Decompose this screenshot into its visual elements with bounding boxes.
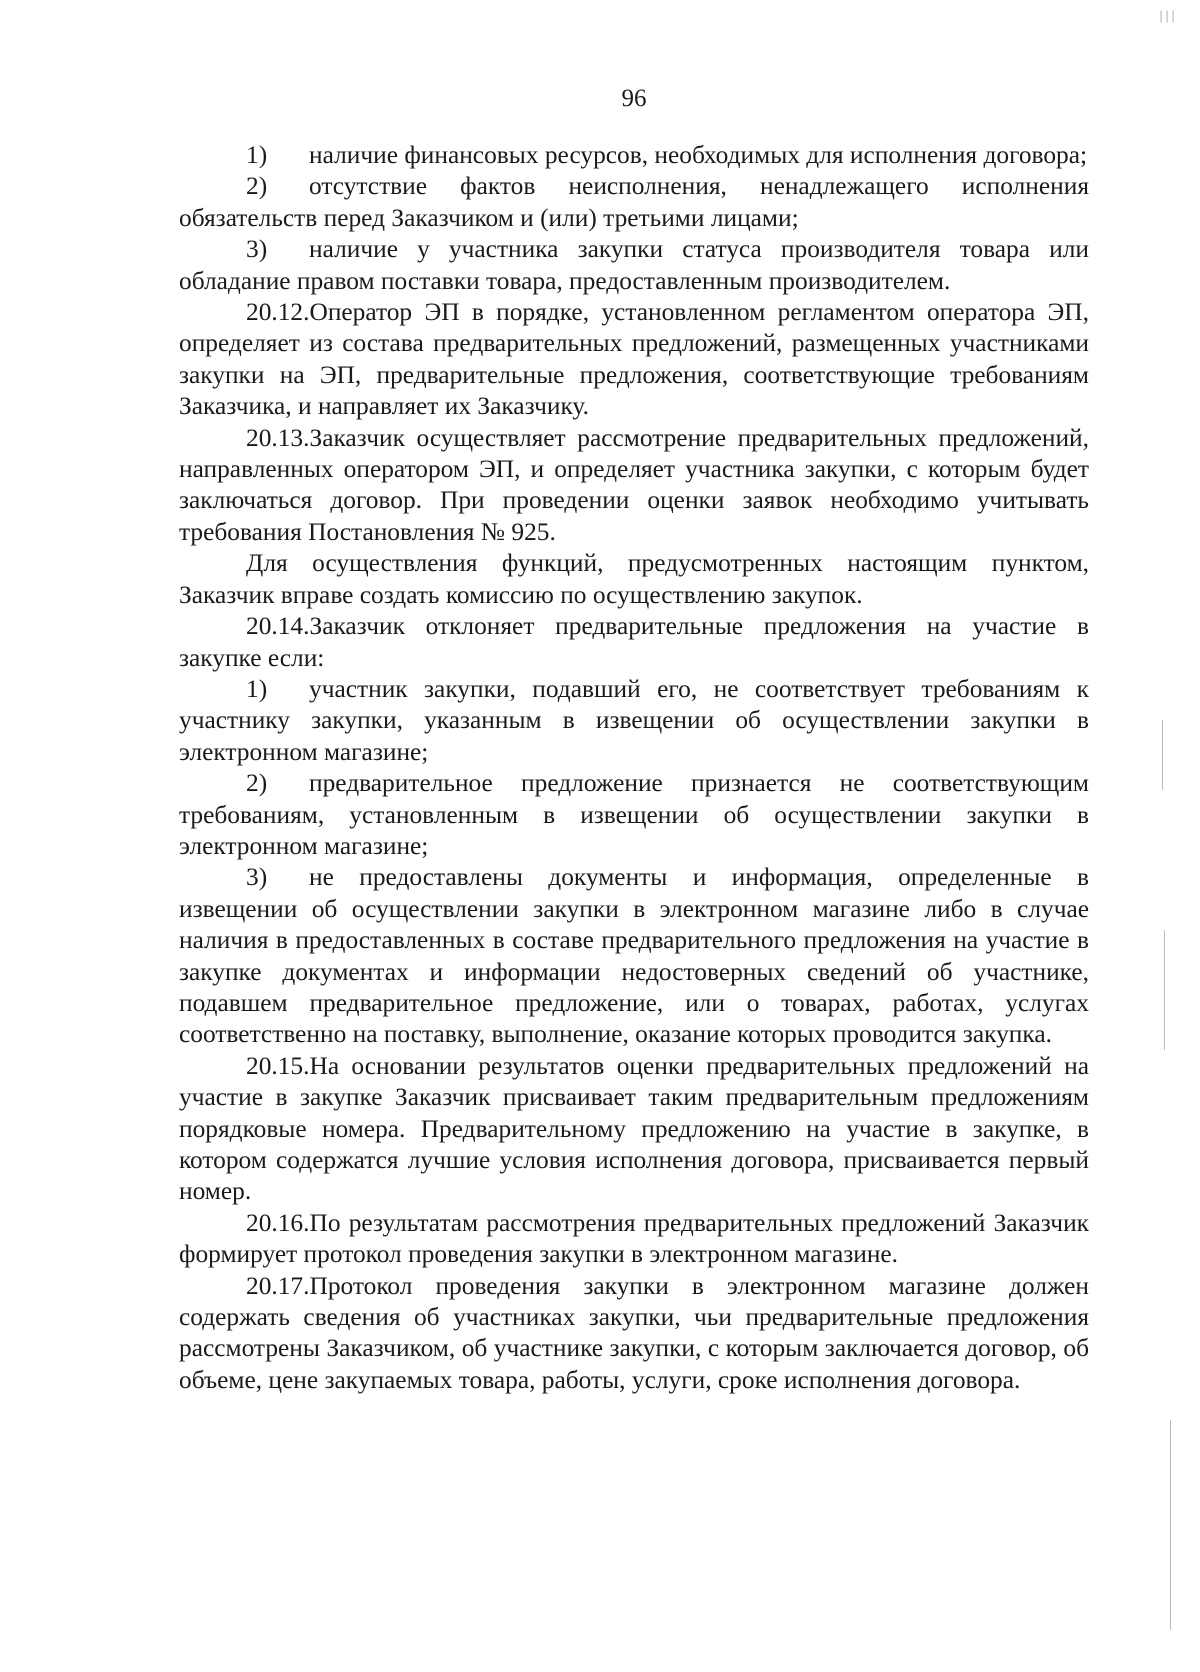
list-number: 3) xyxy=(246,235,268,264)
list-text: предварительное предложение признается не соответствующим требованиям, установленным в извещении об осуществлении закупки в электронном магазине; xyxy=(179,769,1089,860)
paragraph: Для осуществления функций, предусмотренных настоящим пунктом, Заказчик вправе создать комиссию по осуществлению закупок. xyxy=(179,549,1089,609)
document-body xyxy=(179,140,1089,1396)
list-number: 2) xyxy=(246,172,268,201)
list-text: не предоставлены документы и информация, определенные в извещении об осуществлении закупки в электронном магазине либо в случае наличия в предоставленных в составе предварительного предложения на участие в закупке документах и информации недостоверных сведений об участнике, подавшем предварительное предложение, или о товарах, работах, услугах соответственно на поставку, выполнение, оказание которых проводится закупка. xyxy=(179,863,1089,1049)
list-number: 1) xyxy=(246,674,268,703)
scan-artifact: │││ xyxy=(1157,12,1176,23)
paragraph: 20.16.По результатам рассмотрения предварительных предложений Заказчик формирует протокол проведения закупки в электронном магазине. xyxy=(179,1208,1089,1269)
list-item xyxy=(179,674,1089,768)
scan-edge-line xyxy=(1170,1420,1171,1630)
list-item xyxy=(179,234,1089,297)
list-text: наличие финансовых ресурсов, необходимых для исполнения договора; xyxy=(309,141,1088,169)
paragraph: 20.12.Оператор ЭП в порядке, установленном регламентом оператора ЭП, определяет из состава предварительных предложений, размещенных участниками закупки на ЭП, предварительные предложения, соответствующие требованиям Заказчика, и направляет их Заказчику. xyxy=(179,298,1089,421)
list-number: 2) xyxy=(246,769,268,798)
page-number: 96 xyxy=(621,85,647,112)
list-text: отсутствие фактов неисполнения, ненадлежащего исполнения обязательств перед Заказчиком и (или) третьими лицами; xyxy=(179,172,1089,232)
scan-edge-line xyxy=(1162,720,1163,790)
list-item xyxy=(179,171,1089,234)
paragraph: 20.13.Заказчик осуществляет рассмотрение предварительных предложений, направленных оператором ЭП, и определяет участника закупки, с которым будет заключаться договор. При проведении оценки заявок необходимо учитывать требования Постановления № 925. xyxy=(179,423,1089,546)
list-text: наличие у участника закупки статуса производителя товара или обладание правом поставки товара, предоставленным производителем. xyxy=(179,235,1089,295)
paragraph: 20.17.Протокол проведения закупки в электронном магазине должен содержать сведения об участниках закупки, чьи предварительные предложения рассмотрены Заказчиком, об участнике закупки, с которым заключается договор, об объеме, цене закупаемых товара, работы, услуги, сроке исполнения договора. xyxy=(179,1271,1089,1394)
list-text: участник закупки, подавший его, не соответствует требованиям к участнику закупки, указанным в извещении об осуществлении закупки в электронном магазине; xyxy=(179,674,1089,766)
paragraph: 20.14.Заказчик отклоняет предварительные предложения на участие в закупке если: xyxy=(179,612,1089,672)
list-number: 3) xyxy=(246,863,268,892)
scan-edge-line xyxy=(1164,930,1165,1050)
list-item xyxy=(179,768,1089,862)
paragraph: 20.15.На основании результатов оценки предварительных предложений на участие в закупке Заказчик присваивает таким предварительным предложениям порядковые номера. Предварительному предложению на участие в закупке, в котором содержатся лучшие условия исполнения договора, присваивается первый номер. xyxy=(179,1051,1089,1206)
list-number: 1) xyxy=(246,141,268,169)
list-item xyxy=(179,862,1089,1050)
list-item xyxy=(179,140,1089,171)
